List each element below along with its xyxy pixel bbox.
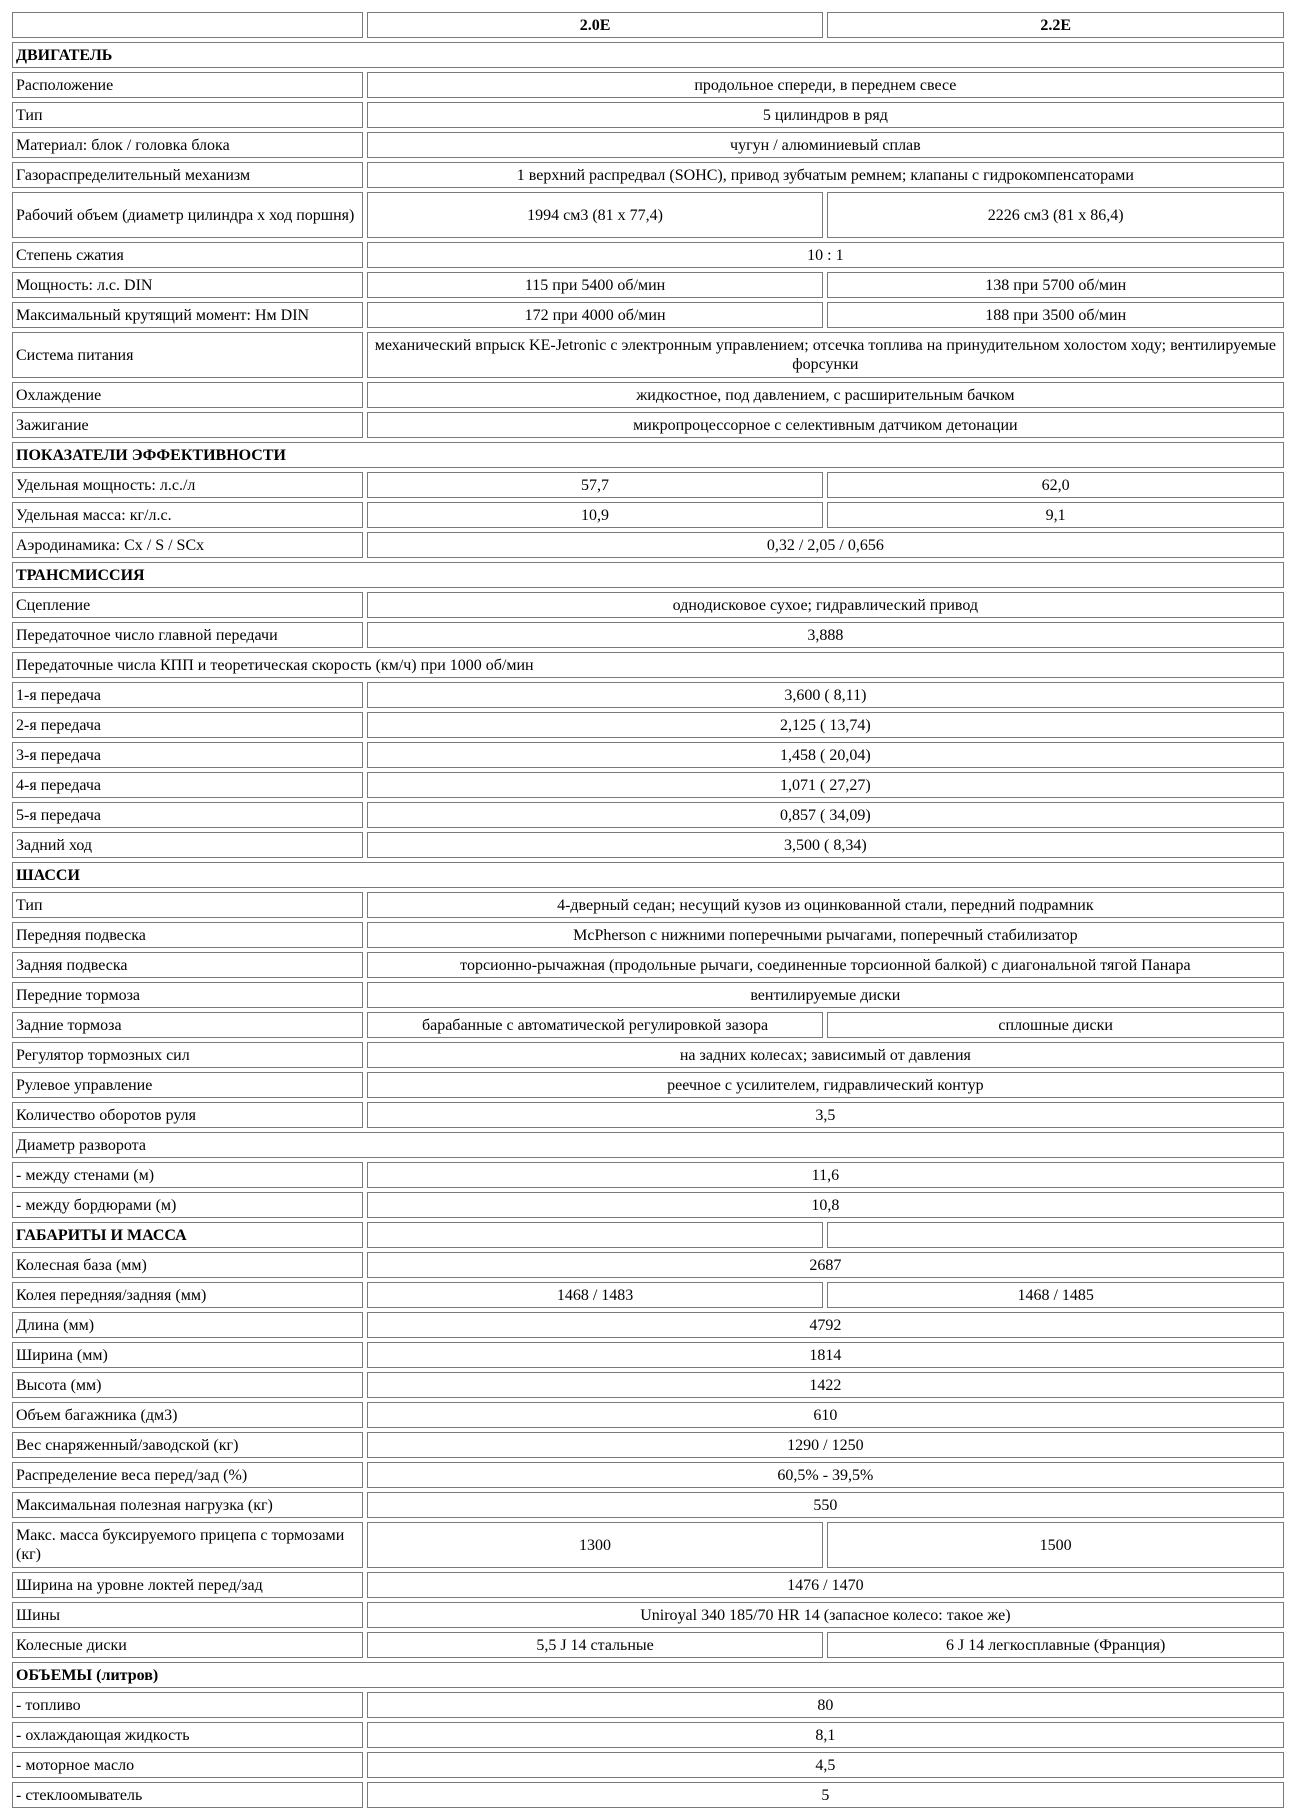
spec-row bbox=[12, 1342, 1284, 1368]
spec-label: Мощность: л.с. DIN bbox=[12, 272, 363, 298]
spec-label: Передние тормоза bbox=[12, 982, 363, 1008]
spec-value: McPherson с нижними поперечными рычагами, поперечный стабилизатор bbox=[367, 922, 1284, 948]
spec-label: Удельная масса: кг/л.с. bbox=[12, 502, 363, 528]
section-title: ТРАНСМИССИЯ bbox=[12, 562, 1284, 588]
spec-label: Степень сжатия bbox=[12, 242, 363, 268]
spec-value: 62,0 bbox=[827, 472, 1284, 498]
spec-value: 2,125 ( 13,74) bbox=[367, 712, 1284, 738]
spec-row bbox=[12, 832, 1284, 858]
spec-value: 4,5 bbox=[367, 1752, 1284, 1778]
header-cell-label bbox=[12, 12, 363, 38]
value-cell bbox=[827, 1222, 1284, 1248]
spec-value: Uniroyal 340 185/70 HR 14 (запасное колесо: такое же) bbox=[367, 1602, 1284, 1628]
spec-label: - между стенами (м) bbox=[12, 1162, 363, 1188]
spec-label: Система питания bbox=[12, 332, 363, 378]
spec-row bbox=[12, 952, 1284, 978]
spec-value: барабанные с автоматической регулировкой зазора bbox=[367, 1012, 824, 1038]
spec-value: 2687 bbox=[367, 1252, 1284, 1278]
spec-row bbox=[12, 72, 1284, 98]
spec-label: Макс. масса буксируемого прицепа с тормозами (кг) bbox=[12, 1522, 363, 1568]
spec-value: 11,6 bbox=[367, 1162, 1284, 1188]
spec-label: Задние тормоза bbox=[12, 1012, 363, 1038]
spec-row bbox=[12, 302, 1284, 328]
spec-value: 1,458 ( 20,04) bbox=[367, 742, 1284, 768]
spec-value: 5 цилиндров в ряд bbox=[367, 102, 1284, 128]
spec-label: Зажигание bbox=[12, 412, 363, 438]
spec-value: 5 bbox=[367, 1782, 1284, 1808]
spec-label: 2-я передача bbox=[12, 712, 363, 738]
spec-row bbox=[12, 592, 1284, 618]
spec-row bbox=[12, 982, 1284, 1008]
spec-label: Количество оборотов руля bbox=[12, 1102, 363, 1128]
spec-row bbox=[12, 772, 1284, 798]
spec-value: реечное с усилителем, гидравлический контур bbox=[367, 1072, 1284, 1098]
spec-value: 138 при 5700 об/мин bbox=[827, 272, 1284, 298]
spec-label: Передаточное число главной передачи bbox=[12, 622, 363, 648]
spec-value: 3,888 bbox=[367, 622, 1284, 648]
spec-value: вентилируемые диски bbox=[367, 982, 1284, 1008]
spec-label: Колесная база (мм) bbox=[12, 1252, 363, 1278]
spec-value: 9,1 bbox=[827, 502, 1284, 528]
header-cell-2-0e: 2.0E bbox=[367, 12, 824, 38]
spec-row bbox=[12, 132, 1284, 158]
spec-label: 3-я передача bbox=[12, 742, 363, 768]
section-row bbox=[12, 442, 1284, 468]
spec-label: Задний ход bbox=[12, 832, 363, 858]
spec-row bbox=[12, 532, 1284, 558]
spec-row bbox=[12, 1492, 1284, 1518]
spec-label: Охлаждение bbox=[12, 382, 363, 408]
spec-value: 10,8 bbox=[367, 1192, 1284, 1218]
spec-value: сплошные диски bbox=[827, 1012, 1284, 1038]
spec-value: 4-дверный седан; несущий кузов из оцинкованной стали, передний подрамник bbox=[367, 892, 1284, 918]
spec-label: Аэродинамика: Сх / S / SCx bbox=[12, 532, 363, 558]
spec-label: Шины bbox=[12, 1602, 363, 1628]
spec-label: Ширина на уровне локтей перед/зад bbox=[12, 1572, 363, 1598]
spec-value: торсионно-рычажная (продольные рычаги, соединенные торсионной балкой) с диагональной тягой Панара bbox=[367, 952, 1284, 978]
spec-row bbox=[12, 1072, 1284, 1098]
spec-row bbox=[12, 1372, 1284, 1398]
section-row bbox=[12, 1222, 1284, 1248]
spec-row bbox=[12, 242, 1284, 268]
subheading-row bbox=[12, 652, 1284, 678]
spec-label: Материал: блок / головка блока bbox=[12, 132, 363, 158]
spec-row bbox=[12, 1282, 1284, 1308]
section-row bbox=[12, 862, 1284, 888]
spec-row bbox=[12, 1632, 1284, 1658]
spec-row bbox=[12, 1192, 1284, 1218]
spec-value: на задних колесах; зависимый от давления bbox=[367, 1042, 1284, 1068]
spec-label: Регулятор тормозных сил bbox=[12, 1042, 363, 1068]
spec-table bbox=[8, 8, 1288, 1812]
spec-value: 60,5% - 39,5% bbox=[367, 1462, 1284, 1488]
spec-row bbox=[12, 1602, 1284, 1628]
spec-value: 172 при 4000 об/мин bbox=[367, 302, 824, 328]
spec-row bbox=[12, 892, 1284, 918]
spec-value: 1290 / 1250 bbox=[367, 1432, 1284, 1458]
section-title: ШАССИ bbox=[12, 862, 1284, 888]
subheading-cell: Передаточные числа КПП и теоретическая скорость (км/ч) при 1000 об/мин bbox=[12, 652, 1284, 678]
spec-value: микропроцессорное с селективным датчиком детонации bbox=[367, 412, 1284, 438]
spec-value: 1,071 ( 27,27) bbox=[367, 772, 1284, 798]
spec-row bbox=[12, 502, 1284, 528]
spec-row bbox=[12, 162, 1284, 188]
spec-label: - стеклоомыватель bbox=[12, 1782, 363, 1808]
spec-row bbox=[12, 332, 1284, 378]
spec-label: Тип bbox=[12, 892, 363, 918]
spec-value: однодисковое сухое; гидравлический привод bbox=[367, 592, 1284, 618]
spec-value: 188 при 3500 об/мин bbox=[827, 302, 1284, 328]
spec-row bbox=[12, 382, 1284, 408]
spec-row bbox=[12, 1312, 1284, 1338]
spec-value: 6 J 14 легкосплавные (Франция) bbox=[827, 1632, 1284, 1658]
spec-value: 1468 / 1485 bbox=[827, 1282, 1284, 1308]
spec-label: Ширина (мм) bbox=[12, 1342, 363, 1368]
spec-row bbox=[12, 1462, 1284, 1488]
section-row bbox=[12, 42, 1284, 68]
spec-row bbox=[12, 1162, 1284, 1188]
subheading-cell: Диаметр разворота bbox=[12, 1132, 1284, 1158]
spec-value: 10 : 1 bbox=[367, 242, 1284, 268]
spec-label: Объем багажника (дм3) bbox=[12, 1402, 363, 1428]
subheading-row bbox=[12, 1132, 1284, 1158]
spec-label: Максимальная полезная нагрузка (кг) bbox=[12, 1492, 363, 1518]
spec-label: Максимальный крутящий момент: Нм DIN bbox=[12, 302, 363, 328]
spec-label: Рулевое управление bbox=[12, 1072, 363, 1098]
spec-value: 0,857 ( 34,09) bbox=[367, 802, 1284, 828]
spec-value: механический впрыск KE-Jetronic с электронным управлением; отсечка топлива на принудительном холостом ходу; вентилируемые форсунки bbox=[367, 332, 1284, 378]
section-title: ГАБАРИТЫ И МАССА bbox=[12, 1222, 363, 1248]
section-row bbox=[12, 1662, 1284, 1688]
spec-value: 1994 см3 (81 х 77,4) bbox=[367, 192, 824, 238]
spec-label: Колея передняя/задняя (мм) bbox=[12, 1282, 363, 1308]
spec-label: 5-я передача bbox=[12, 802, 363, 828]
spec-row bbox=[12, 682, 1284, 708]
section-row bbox=[12, 562, 1284, 588]
spec-row bbox=[12, 712, 1284, 738]
spec-row bbox=[12, 1752, 1284, 1778]
spec-label: - моторное масло bbox=[12, 1752, 363, 1778]
spec-row bbox=[12, 922, 1284, 948]
spec-row bbox=[12, 472, 1284, 498]
spec-value: 610 bbox=[367, 1402, 1284, 1428]
section-title: ПОКАЗАТЕЛИ ЭФФЕКТИВНОСТИ bbox=[12, 442, 1284, 468]
spec-label: Удельная мощность: л.с./л bbox=[12, 472, 363, 498]
spec-label: Передняя подвеска bbox=[12, 922, 363, 948]
spec-value: 1814 bbox=[367, 1342, 1284, 1368]
spec-row bbox=[12, 1782, 1284, 1808]
spec-row bbox=[12, 1102, 1284, 1128]
spec-row bbox=[12, 192, 1284, 238]
spec-table-body bbox=[12, 12, 1284, 1808]
spec-value: 1300 bbox=[367, 1522, 824, 1568]
spec-label: Распределение веса перед/зад (%) bbox=[12, 1462, 363, 1488]
spec-value: 2226 см3 (81 х 86,4) bbox=[827, 192, 1284, 238]
spec-row bbox=[12, 1042, 1284, 1068]
spec-value: 1476 / 1470 bbox=[367, 1572, 1284, 1598]
spec-value: 3,600 ( 8,11) bbox=[367, 682, 1284, 708]
spec-label: Сцепление bbox=[12, 592, 363, 618]
spec-value: 10,9 bbox=[367, 502, 824, 528]
spec-label: Длина (мм) bbox=[12, 1312, 363, 1338]
spec-label: Рабочий объем (диаметр цилиндра х ход поршня) bbox=[12, 192, 363, 238]
spec-row bbox=[12, 1692, 1284, 1718]
section-title: ДВИГАТЕЛЬ bbox=[12, 42, 1284, 68]
spec-value: 115 при 5400 об/мин bbox=[367, 272, 824, 298]
spec-row bbox=[12, 102, 1284, 128]
spec-value: 8,1 bbox=[367, 1722, 1284, 1748]
spec-label: Вес снаряженный/заводской (кг) bbox=[12, 1432, 363, 1458]
spec-label: 1-я передача bbox=[12, 682, 363, 708]
spec-value: 1422 bbox=[367, 1372, 1284, 1398]
value-cell bbox=[367, 1222, 824, 1248]
section-title: ОБЪЕМЫ (литров) bbox=[12, 1662, 1284, 1688]
spec-value: 3,5 bbox=[367, 1102, 1284, 1128]
spec-value: 4792 bbox=[367, 1312, 1284, 1338]
header-cell-2-2e: 2.2E bbox=[827, 12, 1284, 38]
spec-label: Газораспределительный механизм bbox=[12, 162, 363, 188]
spec-label: Высота (мм) bbox=[12, 1372, 363, 1398]
spec-value: 1500 bbox=[827, 1522, 1284, 1568]
spec-value: 5,5 J 14 стальные bbox=[367, 1632, 824, 1658]
spec-row bbox=[12, 742, 1284, 768]
spec-value: 1468 / 1483 bbox=[367, 1282, 824, 1308]
spec-row bbox=[12, 1432, 1284, 1458]
spec-label: Задняя подвеска bbox=[12, 952, 363, 978]
spec-row bbox=[12, 1012, 1284, 1038]
spec-row bbox=[12, 1722, 1284, 1748]
spec-row bbox=[12, 802, 1284, 828]
spec-label: - охлаждающая жидкость bbox=[12, 1722, 363, 1748]
spec-value: 80 bbox=[367, 1692, 1284, 1718]
spec-value: 1 верхний распредвал (SOHC), привод зубчатым ремнем; клапаны с гидрокомпенсаторами bbox=[367, 162, 1284, 188]
spec-row bbox=[12, 1402, 1284, 1428]
spec-row bbox=[12, 412, 1284, 438]
spec-row bbox=[12, 1252, 1284, 1278]
spec-row bbox=[12, 1522, 1284, 1568]
spec-value: жидкостное, под давлением, с расширительным бачком bbox=[367, 382, 1284, 408]
spec-value: 3,500 ( 8,34) bbox=[367, 832, 1284, 858]
spec-row bbox=[12, 272, 1284, 298]
spec-label: - топливо bbox=[12, 1692, 363, 1718]
spec-row bbox=[12, 1572, 1284, 1598]
spec-value: продольное спереди, в переднем свесе bbox=[367, 72, 1284, 98]
spec-label: - между бордюрами (м) bbox=[12, 1192, 363, 1218]
spec-row bbox=[12, 622, 1284, 648]
spec-value: 0,32 / 2,05 / 0,656 bbox=[367, 532, 1284, 558]
spec-label: Расположение bbox=[12, 72, 363, 98]
spec-value: чугун / алюминиевый сплав bbox=[367, 132, 1284, 158]
spec-label: Тип bbox=[12, 102, 363, 128]
header-row bbox=[12, 12, 1284, 38]
spec-label: Колесные диски bbox=[12, 1632, 363, 1658]
spec-value: 57,7 bbox=[367, 472, 824, 498]
spec-value: 550 bbox=[367, 1492, 1284, 1518]
spec-label: 4-я передача bbox=[12, 772, 363, 798]
